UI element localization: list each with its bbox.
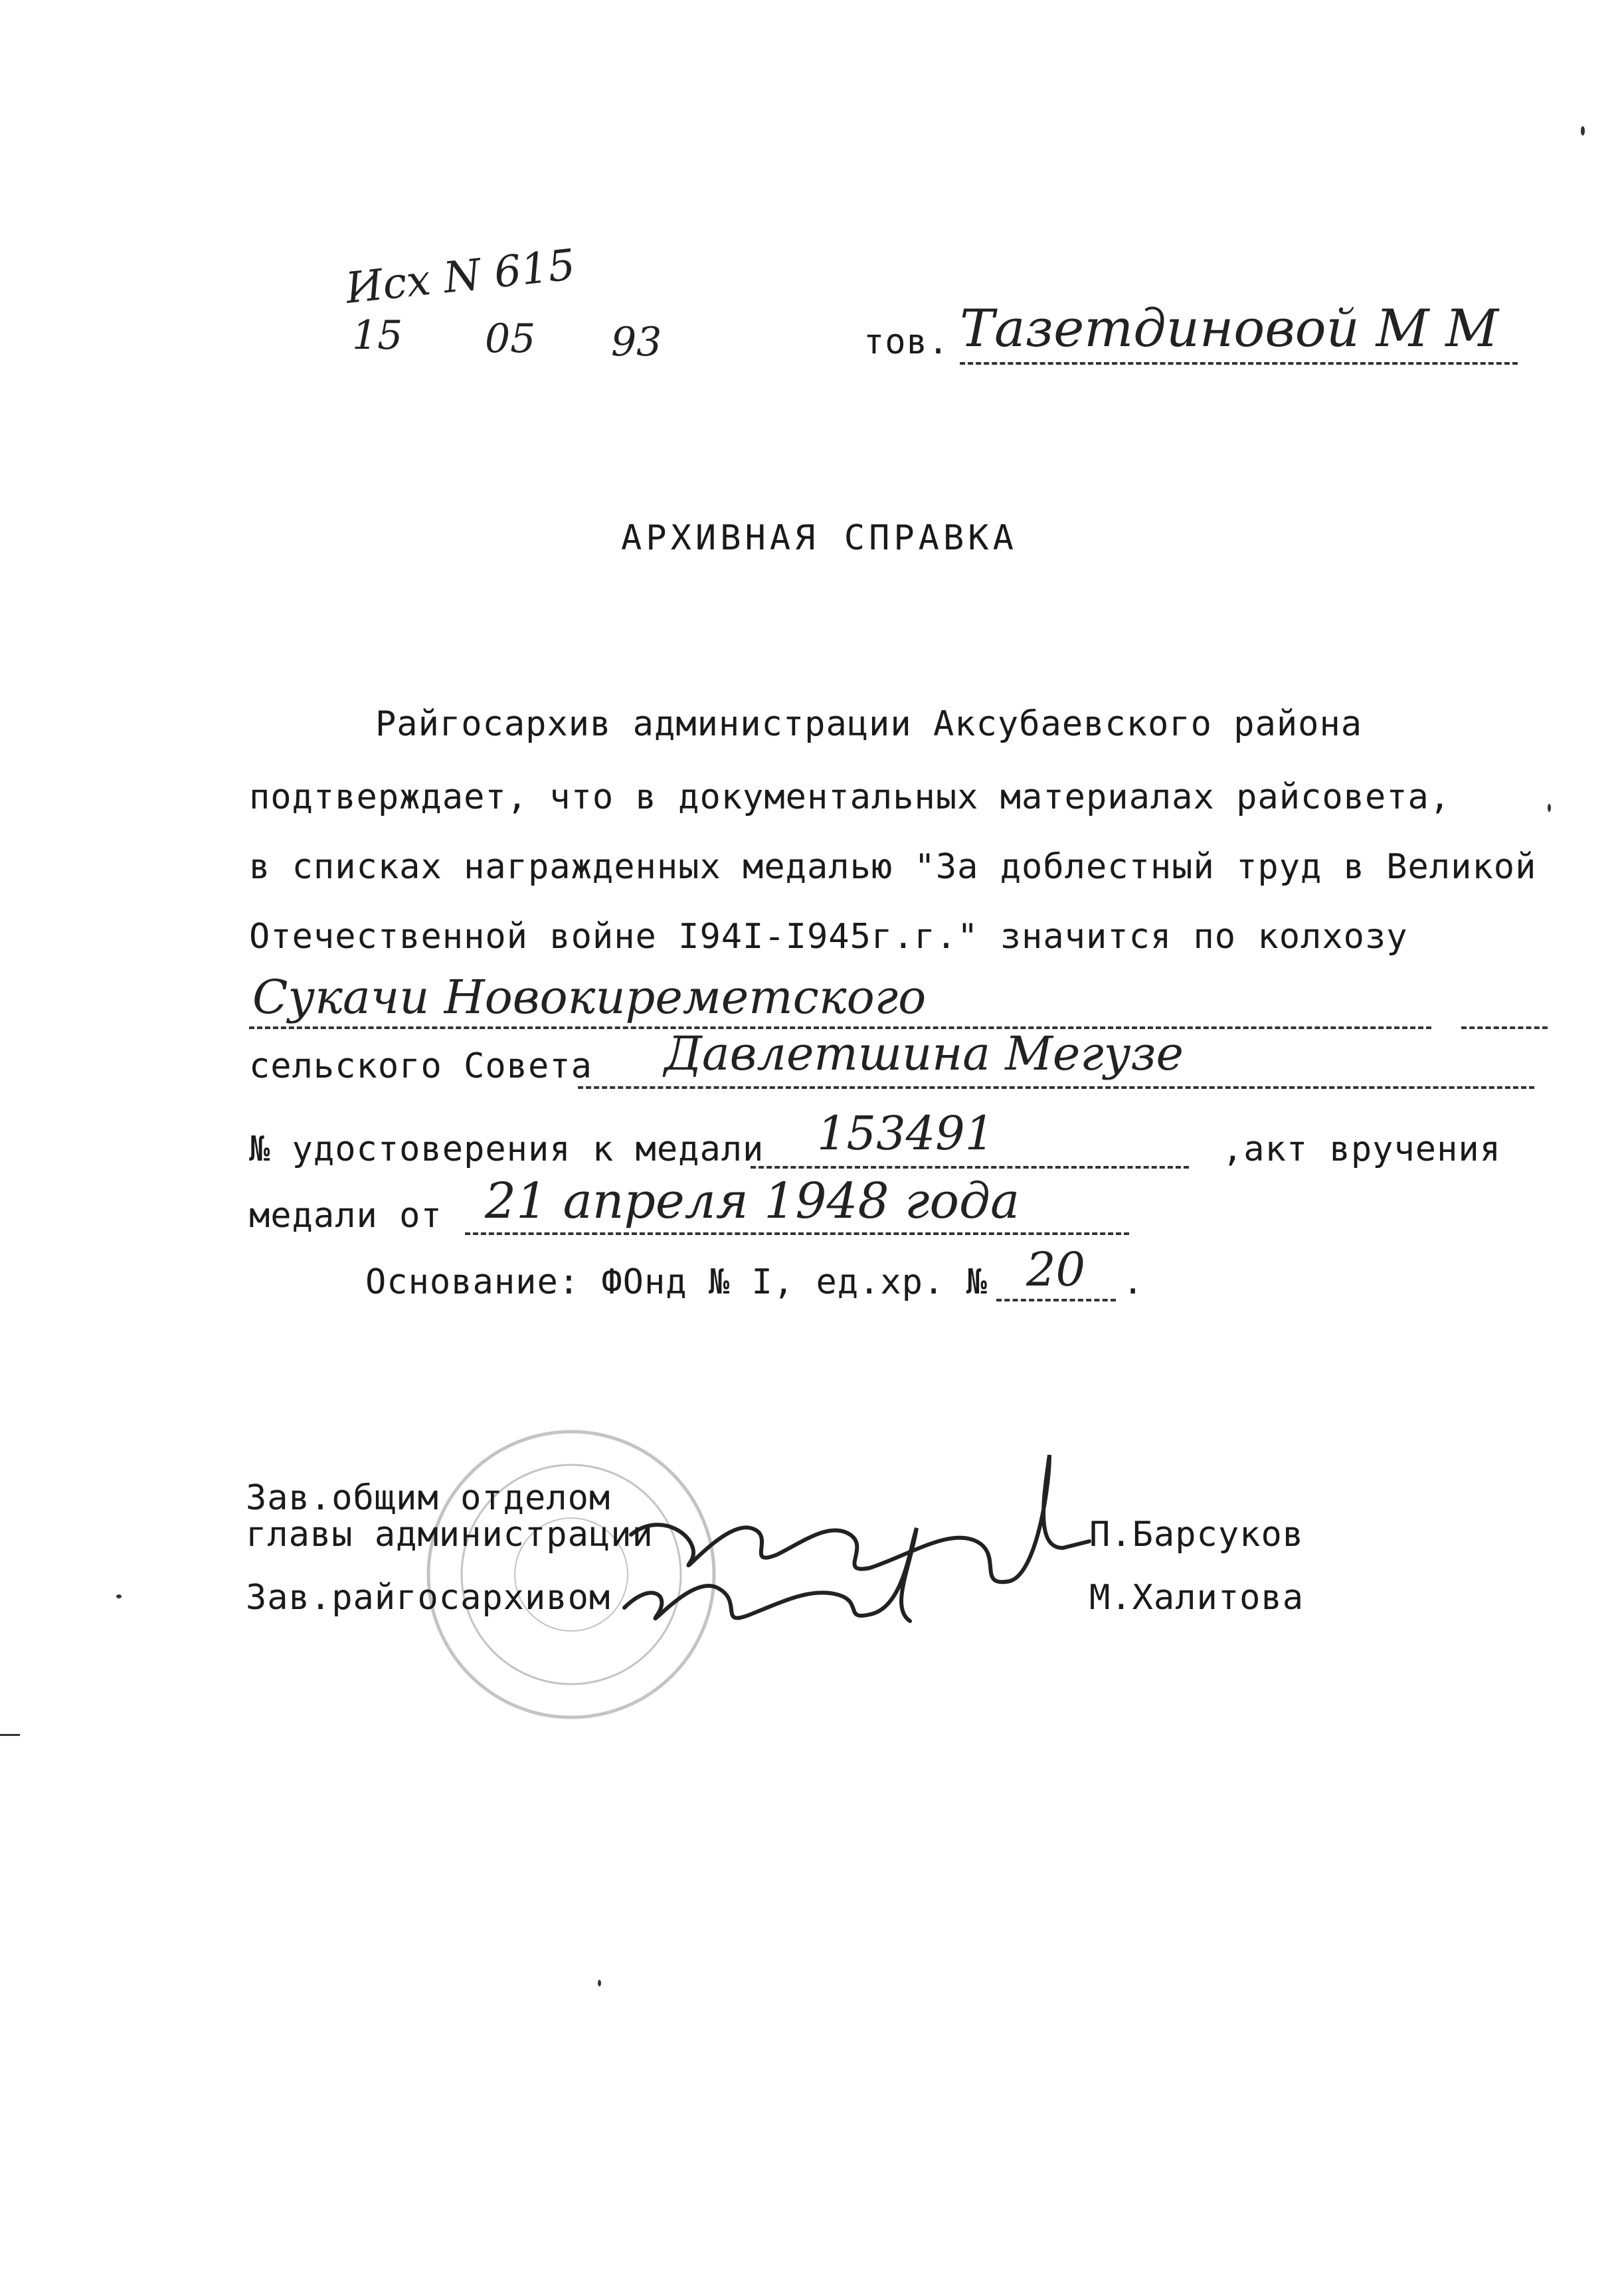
scan-speck [0,1734,20,1736]
signature-barsukov [631,1455,1089,1582]
role-head-general-line1: Зав.общим отделом [246,1478,611,1518]
person-value: Давлетшина Мегузе [664,1026,1184,1081]
signatory-name-2: М.Халитова [1089,1578,1304,1618]
basis-value: 20 [1026,1242,1086,1297]
official-stamp [428,1432,714,1717]
scan-speck [116,1594,122,1598]
certificate-label: № удостоверения к медали [249,1129,764,1169]
role-archive-head: Зав.райгосархивом [246,1578,611,1618]
date-month: 05 [485,316,536,362]
kolkhoz-value: Сукачи Новокиреметского [252,970,927,1024]
medal-date-label: медали от [249,1196,442,1236]
basis-label: Основание: ФОнд № I, ед.хр. № [365,1262,988,1302]
act-label: ,акт вручения [1222,1129,1501,1169]
role-head-general-line2: главы администрации [246,1515,654,1555]
body-line-1: Райгосархив администрации Аксубаевского района [375,704,1363,744]
scan-speck [598,1980,601,1986]
reference-number: Исх N 615 [343,240,578,314]
scan-speck [1548,804,1551,812]
signatory-name-1: П.Барсуков [1089,1515,1304,1555]
body-line-3: в списках награжденных медалью "За доблестный труд в Великой [249,847,1537,887]
document-title: АРХИВНАЯ СПРАВКА [621,518,1018,558]
certificate-number: 153491 [817,1106,995,1161]
date-year: 93 [611,319,662,365]
body-line-4: Отечественной войне I94I-I945г.г." значится по колхозу [249,917,1408,957]
to-label: тов. [863,322,950,362]
council-label: сельского Совета [249,1046,592,1086]
body-line-2: подтверждает, что в документальных материалах райсовета, [249,777,1451,817]
signature-halitova [624,1528,917,1621]
medal-date-value: 21 апреля 1948 года [485,1173,1020,1230]
recipient-name: Тазетдиновой М М [960,299,1499,359]
scan-speck [1581,126,1585,136]
basis-end: . [1123,1262,1144,1302]
date-day: 15 [352,312,403,359]
